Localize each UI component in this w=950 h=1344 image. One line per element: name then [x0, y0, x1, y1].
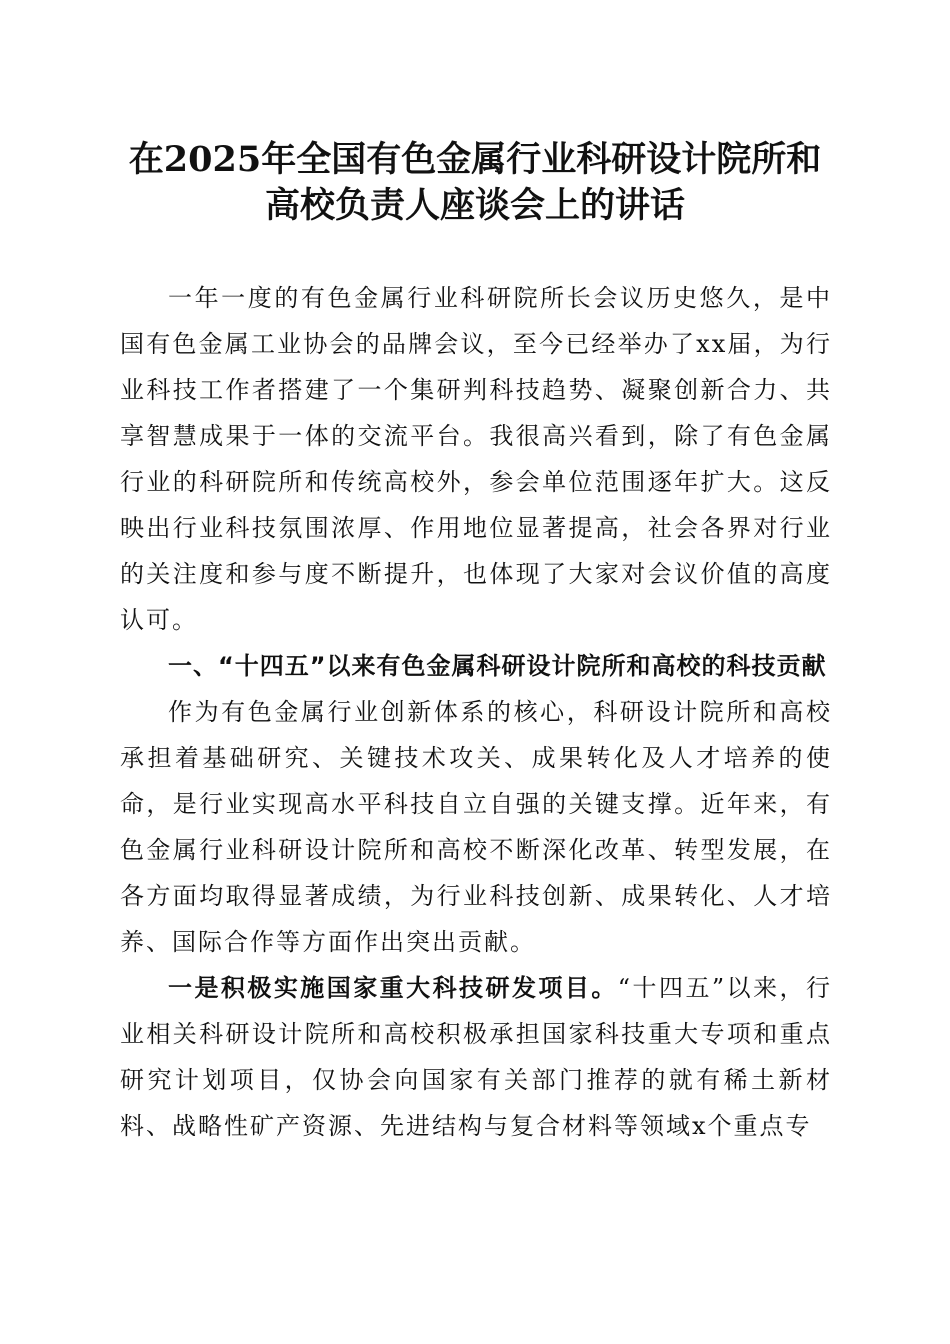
- section-1-paragraph: 作为有色金属行业创新体系的核心，科研设计院所和高校承担着基础研究、关键技术攻关、成果转化及人才培养的使命，是行业实现高水平科技自立自强的关键支撑。近年来，有色金属行业科研设计院所和高校不断深化改革、转型发展，在各方面均取得显著成绩，为行业科技创新、成果转化、人才培养、国际合作等方面作出突出贡献。: [120, 698, 832, 956]
- point-1-paragraph: [120, 965, 832, 1149]
- point-1-lead: 一是积极实施国家重大科技研发项目。: [168, 973, 618, 1002]
- point-1-body: “十四五”以来，行业相关科研设计院所和高校积极承担国家科技重大专项和重点研究计划项目，仅协会向国家有关部门推荐的就有稀土新材料、战略性矿产资源、先进结构与复合材料等领域x个重点专: [120, 974, 833, 1140]
- section-1-heading: 一、“十四五”以来有色金属科研设计院所和高校的科技贡献: [168, 652, 827, 680]
- document-title-line-2: 高校负责人座谈会上的讲话: [264, 185, 685, 226]
- intro-paragraph: 一年一度的有色金属行业科研院所长会议历史悠久，是中国有色金属工业协会的品牌会议，至今已经举办了xx届，为行业科技工作者搭建了一个集研判科技趋势、凝聚创新合力、共享智慧成果于一体的交流平台。我很高兴看到，除了有色金属行业的科研院所和传统高校外，参会单位范围逐年扩大。这反映出行业科技氛围浓厚、作用地位显著提高，社会各界对行业的关注度和参与度不断提升，也体现了大家对会议价值的高度认可。: [120, 284, 832, 634]
- document-title-line-1: 在2025年全国有色金属行业科研设计院所和: [128, 139, 822, 180]
- document-body: [120, 275, 832, 1149]
